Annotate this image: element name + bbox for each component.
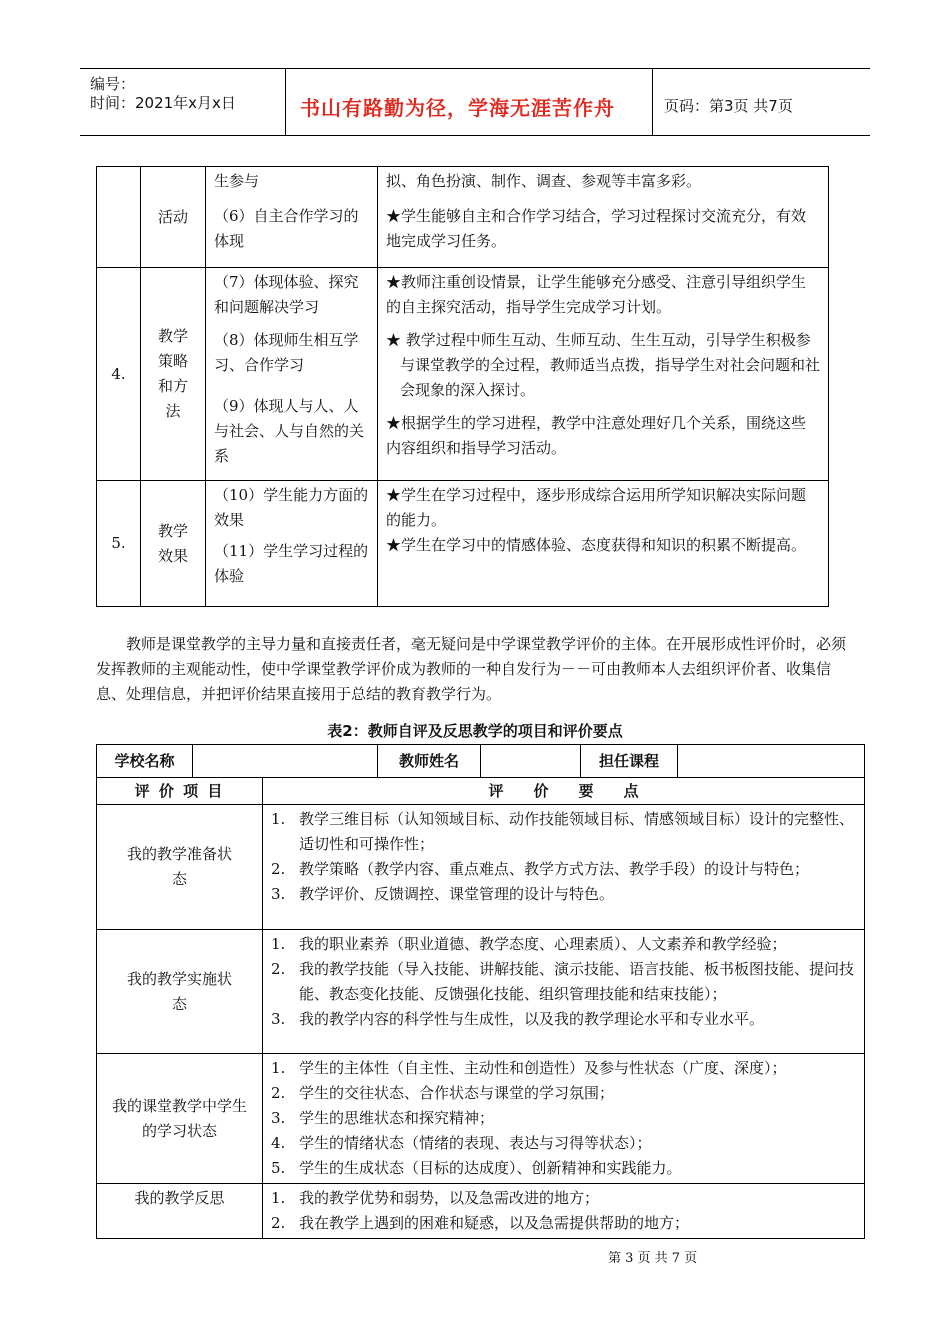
list-item [271,1131,856,1156]
list-item-number: 2. [271,960,286,978]
header-date: 时间：2021年x月x日 [90,94,236,112]
header-divider-left [285,68,286,136]
row-number: 5. [97,481,141,607]
section-title: 我的教学实施状态 [97,930,263,1054]
row-item: （9）体现人与人、人与社会、人与自然的关系 [214,397,365,465]
table-row [97,930,865,1054]
teacher-value[interactable] [481,745,581,778]
section-title: 我的教学准备状态 [97,805,263,930]
header-page: 页码：第3页 共7页 [664,97,793,115]
list-item-number: 2. [271,1084,286,1102]
list-item-text: 教学三维目标（认知领域目标、动作技能领域目标、情感领域目标）设计的完整性、适切性和可操作性； [299,810,855,853]
list-item-text: 我的教学内容的科学性与生成性，以及我的教学理论水平和专业水平。 [299,1010,765,1028]
row-description: ★ 教学过程中师生互动、生师互动、生生互动，引导学生积极参与课堂教学的全过程，教师适当点拨，指导学生对社会问题和社会现象的深入探讨。 [386,331,821,399]
info-row [97,745,865,778]
list-item-number: 2. [271,860,286,878]
row-item: 生参与 [214,172,260,190]
row-description: ★根据学生的学习进程，教学中注意处理好几个关系，围绕这些内容组织和指导学习活动。 [386,414,807,457]
list-item [271,1156,856,1181]
list-item [271,957,856,1007]
header-top-rule [80,68,870,69]
list-item-text: 学生的主体性（自主性、主动性和创造性）及参与性状态（广度、深度）； [299,1059,787,1077]
row-number [97,167,141,268]
list-item [271,1081,856,1106]
list-item-text: 我的教学技能（导入技能、讲解技能、演示技能、语言技能、板书板图技能、提问技能、教态变化技能、反馈强化技能、组织管理技能和结束技能）； [299,960,855,1003]
list-item-text: 教学评价、反馈调控、课堂管理的设计与特色。 [299,885,615,903]
teacher-label: 教师姓名 [378,745,481,778]
row-category: 活动 [141,167,206,268]
list-item-number: 1. [271,935,286,953]
section-title: 我的教学反思 [97,1184,263,1239]
school-label: 学校名称 [97,745,193,778]
list-item [271,882,856,907]
course-value[interactable] [678,745,865,778]
list-item [271,807,856,857]
list-item [271,932,856,957]
school-value[interactable] [193,745,378,778]
points-header: 评 价 要 点 [263,778,865,805]
row-item: （7）体现体验、探究和问题解决学习 [214,273,359,316]
list-item-text: 我的职业素养（职业道德、教学态度、心理素质）、人文素养和教学经验； [299,935,787,953]
list-item [271,1106,856,1131]
table-row [97,1054,865,1184]
section-title: 我的课堂教学中学生的学习状态 [97,1054,263,1184]
row-description: ★学生在学习中的情感体验、态度获得和知识的积累不断提高。 [386,536,807,554]
list-item-text: 学生的情绪状态（情绪的表现、表达与习得等状态）； [299,1134,652,1152]
header-number: 编号： [90,75,136,93]
criteria-table [96,166,829,607]
row-number: 4. [97,268,141,481]
list-item-text: 我的教学优势和弱势，以及急需改进的地方； [299,1189,600,1207]
list-item-text: 学生的思维状态和探究精神； [299,1109,495,1127]
list-item-text: 我在教学上遇到的困难和疑惑，以及急需提供帮助的地方； [299,1214,690,1232]
list-item [271,1056,856,1081]
list-item-number: 1. [271,1189,286,1207]
header-row [97,778,865,805]
table-row [97,268,829,481]
row-description: ★教师注重创设情景，让学生能够充分感受、注意引导组织学生的自主探究活动，指导学生完成学习计划。 [386,273,807,316]
list-item-text: 学生的生成状态（目标的达成度）、创新精神和实践能力。 [299,1159,682,1177]
list-item-number: 3. [271,885,286,903]
self-evaluation-table [96,744,865,1239]
list-item [271,1007,856,1032]
item-header: 评 价 项 目 [97,778,263,805]
row-description: 拟、角色扮演、制作、调查、参观等丰富多彩。 [386,172,702,190]
list-item [271,857,856,882]
list-item-text: 学生的交往状态、合作状态与课堂的学习氛围； [299,1084,615,1102]
list-item-number: 1. [271,810,286,828]
table-row [97,805,865,930]
list-item-number: 3. [271,1010,286,1028]
row-item: （6）自主合作学习的体现 [214,207,359,250]
course-label: 担任课程 [581,745,678,778]
row-category: 教学效果 [141,481,206,607]
list-item-number: 5. [271,1159,286,1177]
header-bottom-rule [80,135,870,136]
body-paragraph: 教师是课堂教学的主导力量和直接责任者，毫无疑问是中学课堂教学评价的主体。在开展形成性评价时，必须发挥教师的主观能动性，使中学课堂教学评价成为教师的一种自发行为－－可由教师本人去组织评价者、收集信息、处理信息，并把评价结果直接用于总结的教育教学行为。 [96,635,847,703]
row-item: （11）学生学习过程的体验 [214,542,369,585]
table-row [97,481,829,607]
table-row [97,1184,865,1239]
list-item-number: 1. [271,1059,286,1077]
list-item-number: 3. [271,1109,286,1127]
row-item: （10）学生能力方面的效果 [214,486,369,529]
list-item-number: 2. [271,1214,286,1232]
header-motto: 书山有路勤为径，学海无涯苦作舟 [300,96,615,120]
header-divider-right [652,68,653,136]
row-item: （8）体现师生相互学习、合作学习 [214,331,359,374]
row-description: ★学生在学习过程中，逐步形成综合运用所学知识解决实际问题的能力。 [386,486,807,529]
list-item-text: 教学策略（教学内容、重点难点、教学方式方法、教学手段）的设计与特色； [299,860,810,878]
list-item [271,1186,856,1211]
table-caption: 表2：教师自评及反思教学的项目和评价要点 [327,722,623,740]
page-footer: 第 3 页 共 7 页 [608,1251,698,1266]
row-description: ★学生能够自主和合作学习结合，学习过程探讨交流充分，有效地完成学习任务。 [386,207,807,250]
table-row [97,167,829,268]
list-item [271,1211,856,1236]
list-item-number: 4. [271,1134,286,1152]
row-category: 教学策略和方法 [141,268,206,481]
